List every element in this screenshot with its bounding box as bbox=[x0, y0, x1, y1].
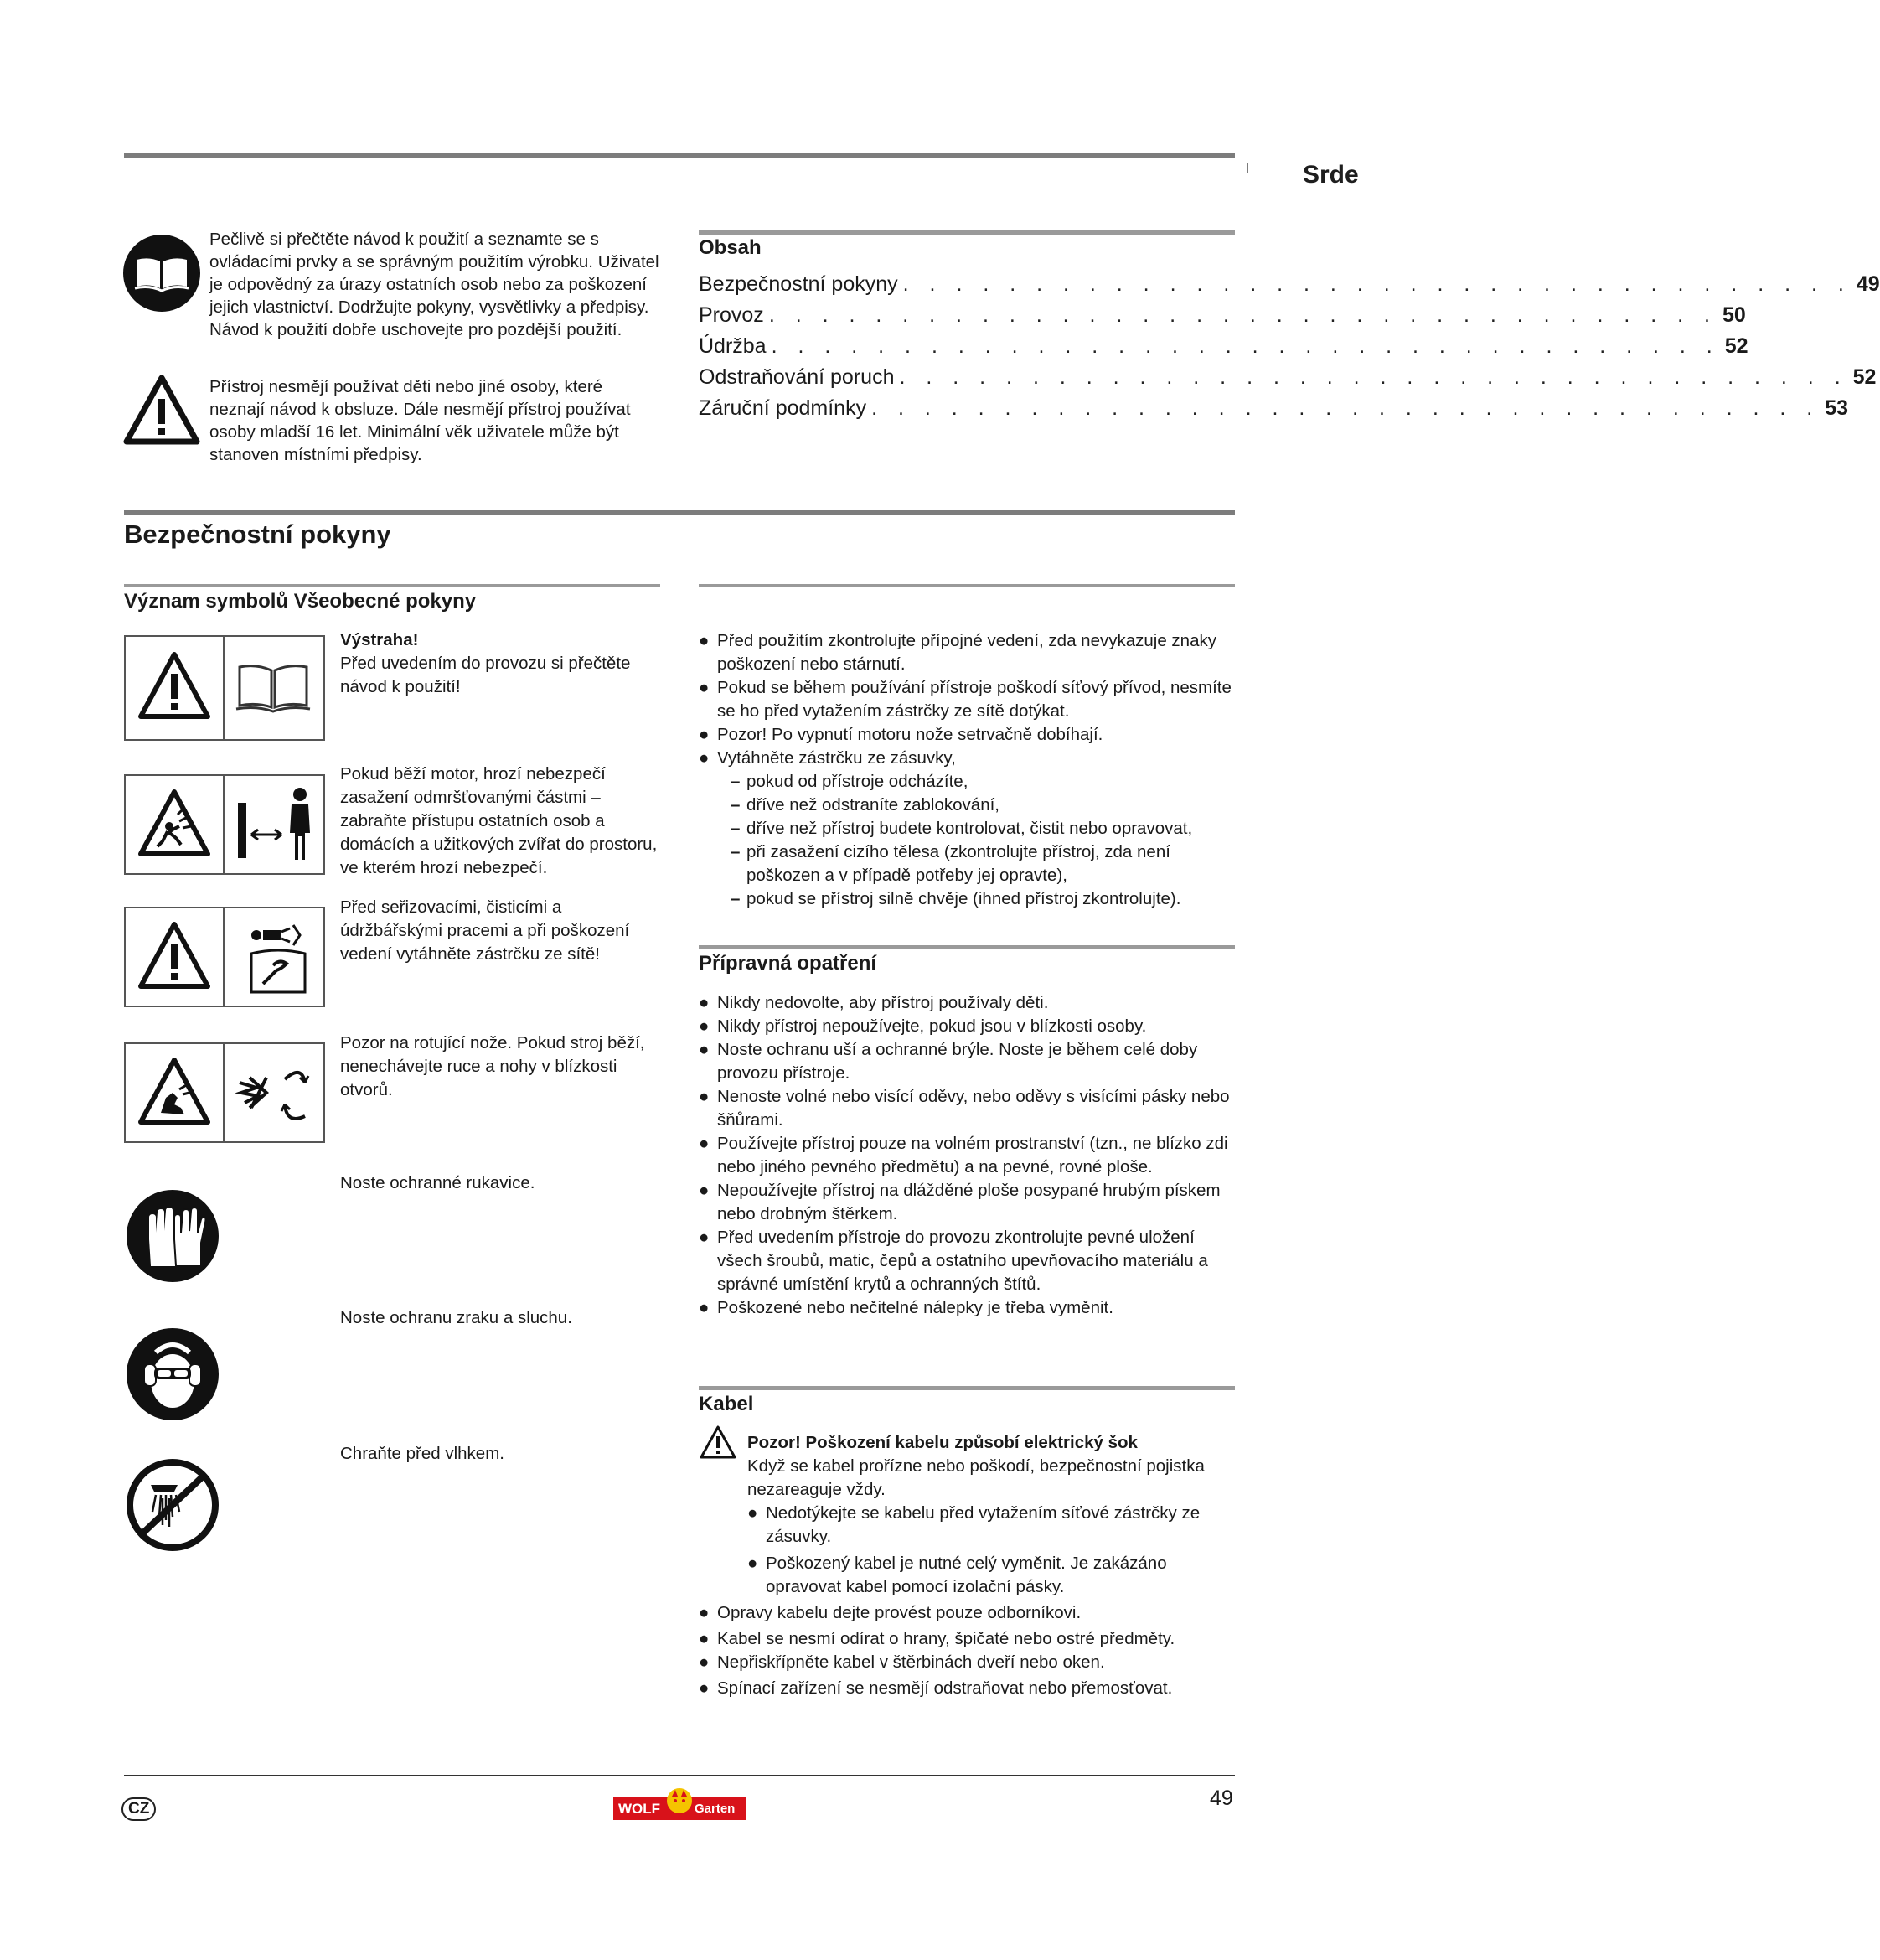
warning-triangle-icon bbox=[137, 650, 211, 721]
hand-blade-warning-icon bbox=[137, 1056, 211, 1126]
list-item: ● Před použitím zkontrolujte přípojné vedení, zda nevykazuje znaky poškození nebo stárnutí. bbox=[699, 631, 1216, 674]
symbol-text-2: Pokud běží motor, hrozí nebezpečí zasažení odmršťovanými částmi – zabraňte přístupu ostatních osob a domácích a užitkových zvířat do prostoru, ve kterém hrozí nebezpečí. bbox=[340, 764, 658, 877]
toc-leader-dots: . . . . . . . . . . . . . . . . . . . . . . . . . . . . . . . . . . . . bbox=[768, 303, 1717, 327]
list-subitem: – dříve než odstraníte zablokování, bbox=[731, 795, 999, 815]
toc-entry[interactable] bbox=[699, 396, 1849, 427]
cable-rule bbox=[699, 1386, 1235, 1390]
list-item: ● Nepoužívejte přístroj na dlážděné ploše posypané hrubým pískem nebo drobným štěrkem. bbox=[699, 1181, 1221, 1223]
list-item: ● Poškozené nebo nečitelné nálepky je třeba vyměnit. bbox=[699, 1298, 1113, 1317]
footer-rule bbox=[124, 1775, 1235, 1776]
symbol-text-6: Noste ochranu zraku a sluchu. bbox=[340, 1308, 572, 1327]
list-item: ● Spínací zařízení se nesmějí odstraňovat nebo přemosťovat. bbox=[699, 1678, 1173, 1698]
symbol-text-5: Noste ochranné rukavice. bbox=[340, 1173, 535, 1192]
general-rule bbox=[699, 584, 1235, 587]
gloves-icon bbox=[126, 1189, 220, 1283]
thrown-objects-warning-icon bbox=[137, 788, 211, 858]
unplug-manual-icon bbox=[233, 917, 317, 997]
list-item: ● Pokud se během používání přístroje poškodí síťový přívod, nesmíte se ho před vytažením zástrčky ze sítě dotýkat. bbox=[699, 678, 1232, 721]
intro-paragraph-1: Pečlivě si přečtěte návod k použití a seznamte se s ovládacími prvky a se správným použitím výrobku. Uživatel je odpovědný za úrazy ostatních osob nebo za poškození jejich vlastnictví. Dodržujte pokyny, vysvětlivky a předpisy. Návod k použití dobře uschovejte pro pozdější použití. bbox=[209, 230, 659, 339]
top-rule bbox=[124, 153, 1235, 158]
list-item: ● Používejte přístroj pouze na volném prostranství (tzn., ne blízko zdi nebo jiného pevného předmětu) a na pevné, rovné ploše. bbox=[699, 1134, 1228, 1177]
symbol-unplug bbox=[124, 907, 325, 1007]
country-code-badge: CZ bbox=[121, 1797, 156, 1821]
list-item: ● Pozor! Po vypnutí motoru nože setrvačně dobíhají. bbox=[699, 725, 1103, 744]
toc-entry-page: 52 bbox=[1852, 365, 1877, 389]
toc-leader-dots: . . . . . . . . . . . . . . . . . . . . . . . . . . . . . . . . . . . . bbox=[899, 365, 1848, 389]
toc-entry-page: 53 bbox=[1825, 396, 1849, 420]
book-icon bbox=[123, 235, 200, 312]
section-heading-safety: Bezpečnostní pokyny bbox=[124, 520, 391, 549]
toc-entry[interactable] bbox=[699, 272, 1880, 303]
toc-entry-label: Záruční podmínky bbox=[699, 396, 867, 420]
list-subitem: – pokud se přístroj silně chvěje (ihned přístroj zkontrolujte). bbox=[731, 889, 1181, 908]
symbol-read-manual bbox=[124, 635, 325, 741]
toc-entry-page: 50 bbox=[1722, 303, 1746, 327]
symbol-rotating-blades bbox=[124, 1042, 325, 1143]
list-subitem: ● Poškozený kabel je nutné celý vyměnit. Je zakázáno opravovat kabel pomocí izolační pásky. bbox=[747, 1554, 1167, 1596]
preparation-heading: Přípravná opatření bbox=[699, 952, 877, 975]
list-subitem: – dříve než přístroj budete kontrolovat, čistit nebo opravovat, bbox=[731, 819, 1193, 838]
preparation-rule bbox=[699, 945, 1235, 949]
list-item: ● Vytáhněte zástrčku ze zásuvky, bbox=[699, 748, 956, 768]
toc-entry[interactable] bbox=[699, 303, 1746, 334]
rotating-blade-icon bbox=[233, 1052, 317, 1133]
list-item: ● Opravy kabelu dejte provést pouze odborníkovi. bbox=[699, 1603, 1082, 1622]
logo-text-left: WOLF bbox=[618, 1801, 661, 1817]
toc-leader-dots: . . . . . . . . . . . . . . . . . . . . . . . . . . . . . . . . . . . . bbox=[771, 334, 1720, 358]
symbol-thrown-objects bbox=[124, 774, 325, 875]
toc-entry[interactable] bbox=[699, 334, 1748, 365]
wolf-garten-logo bbox=[613, 1787, 746, 1822]
no-water-icon bbox=[126, 1458, 220, 1552]
symbol-text-7: Chraňte před vlhkem. bbox=[340, 1444, 504, 1463]
toc-list bbox=[699, 272, 1880, 427]
keep-distance-icon bbox=[231, 784, 318, 865]
symbols-heading: Význam symbolů Všeobecné pokyny bbox=[124, 590, 477, 613]
warning-triangle-icon bbox=[137, 920, 211, 990]
symbol-text-3: Před seřizovacími, čisticími a údržbářskými pracemi a při poškození vedení vytáhněte zástrčku ze sítě! bbox=[340, 897, 630, 964]
general-list bbox=[699, 629, 1243, 911]
list-item: ● Nepřiskřípněte kabel v štěrbinách dveří nebo oken. bbox=[699, 1652, 1105, 1672]
list-item: ● Nikdy přístroj nepoužívejte, pokud jsou v blízkosti osoby. bbox=[699, 1016, 1147, 1036]
list-item: ● Kabel se nesmí odírat o hrany, špičaté nebo ostré předměty. bbox=[699, 1629, 1175, 1648]
toc-title: Obsah bbox=[699, 236, 762, 259]
warning-triangle-icon bbox=[122, 374, 201, 446]
list-subitem: – pokud od přístroje odcházíte, bbox=[731, 772, 968, 791]
toc-entry[interactable] bbox=[699, 365, 1877, 396]
header-tab-text: Srde bbox=[1303, 161, 1359, 189]
list-item: ● Nikdy nedovolte, aby přístroj používaly děti. bbox=[699, 993, 1049, 1012]
goggles-earmuffs-icon bbox=[126, 1327, 220, 1421]
symbol-text-4: Pozor na rotující nože. Pokud stroj běží, nenechávejte ruce a nohy v blízkosti otvorů. bbox=[340, 1033, 645, 1099]
list-item: ● Nenoste volné nebo visící oděvy, nebo oděvy s visícími pásky nebo šňůrami. bbox=[699, 1087, 1230, 1130]
list-item: ● Noste ochranu uší a ochranné brýle. Noste je během celé doby provozu přístroje. bbox=[699, 1040, 1198, 1083]
toc-entry-label: Údržba bbox=[699, 334, 767, 358]
cable-warning: Pozor! Poškození kabelu způsobí elektrický šok Když se kabel prořízne nebo poškodí, bezpečnostní pojistka nezareaguje vždy. ● Nedotýkejte se kabelu před vytažením síťové zástrčky ze zásuvky. ● Poškozený kabel je nutné celý vyměnit. Je zakázáno opravovat kabel pomocí izolační pásky. ● Opravy kabelu dejte provést pouze odborníkovi. ● Kabel se nesmí odírat o hrany, špičaté nebo ostré předměty. ● Nepřiskřípněte kabel v štěrbinách dveří nebo oken. ● Spínací zařízení se nesmějí odstraňovat nebo přemosťovat. bbox=[699, 1431, 1243, 1700]
symbol-text-1: Výstraha! Před uvedením do provozu si přečtěte návod k použití! bbox=[340, 630, 631, 696]
symbols-rule bbox=[124, 584, 660, 587]
open-book-icon bbox=[235, 659, 312, 714]
list-subitem: ● Nedotýkejte se kabelu před vytažením síťové zástrčky ze zásuvky. bbox=[747, 1503, 1201, 1546]
toc-entry-label: Provoz bbox=[699, 303, 764, 327]
toc-entry-label: Odstraňování poruch bbox=[699, 365, 895, 389]
toc-entry-page: 49 bbox=[1856, 272, 1880, 296]
toc-entry-label: Bezpečnostní pokyny bbox=[699, 272, 898, 296]
list-item: ● Před uvedením přístroje do provozu zkontrolujte pevné uložení všech šroubů, matic, čepů a ostatního upevňovacího materiálu a správné umístění krytů a ochranných štítů. bbox=[699, 1228, 1208, 1294]
list-subitem: – při zasažení cizího tělesa (zkontrolujte přístroj, zda není poškozen a v případě potřeby jej opravte), bbox=[731, 842, 1170, 885]
preparation-list bbox=[699, 991, 1243, 1320]
cable-heading: Kabel bbox=[699, 1393, 754, 1415]
top-rule-tick bbox=[1247, 163, 1248, 173]
intro-paragraph-2: Přístroj nesmějí používat děti nebo jiné osoby, které neznají návod k obsluze. Dále nesmějí přístroj používat osoby mladší 16 let. Minimální věk uživatele může být stanoven místními předpisy. bbox=[209, 377, 631, 464]
toc-rule bbox=[699, 230, 1235, 235]
toc-leader-dots: . . . . . . . . . . . . . . . . . . . . . . . . . . . . . . . . . . . . bbox=[871, 396, 1821, 420]
toc-entry-page: 52 bbox=[1724, 334, 1748, 358]
toc-leader-dots: . . . . . . . . . . . . . . . . . . . . . . . . . . . . . . . . . . . . bbox=[902, 272, 1852, 296]
section-rule bbox=[124, 510, 1235, 515]
logo-text-right: Garten bbox=[695, 1802, 736, 1816]
page-number: 49 bbox=[1210, 1787, 1233, 1810]
